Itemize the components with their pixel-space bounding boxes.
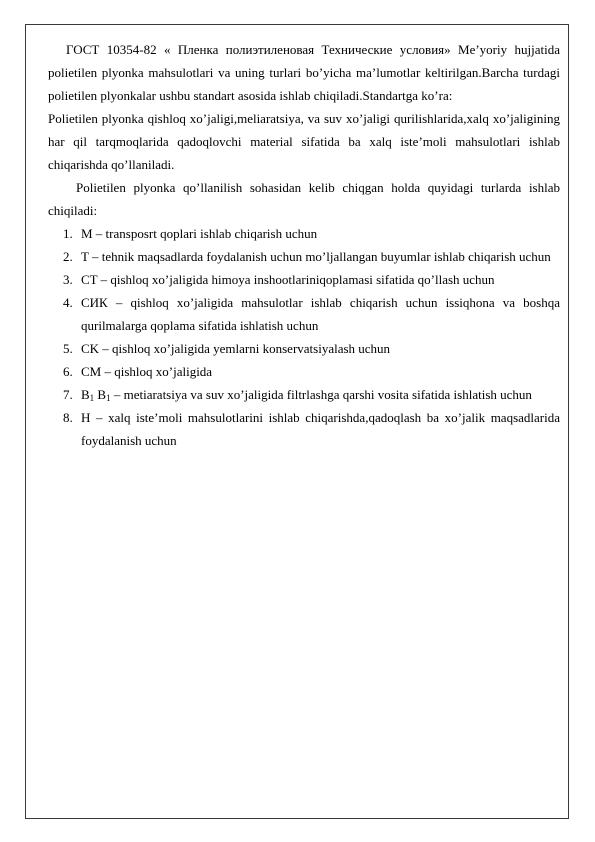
list-item-text: СИК – qishloq xo’jaligida mahsulotlar ishlab chiqarish uchun issiqhona va boshqa qurilmalarga qoplama sifatida ishlatish uchun [81, 295, 560, 333]
list-item-code-b: B [94, 387, 107, 402]
list-item-number: 6. [63, 364, 73, 379]
types-list [48, 222, 560, 452]
list-item-number: 2. [63, 249, 73, 264]
list-item-number: 4. [63, 295, 73, 310]
list-item-text: T – tehnik maqsadlarda foydalanish uchun mo’ljallangan buyumlar ishlab chiqarish uchun [81, 249, 551, 264]
list-item [48, 406, 560, 452]
list-item-subscript-b: 1 [106, 393, 111, 403]
list-item-number: 7. [63, 387, 73, 402]
list-item [48, 268, 560, 291]
intro-paragraph: ГОСТ 10354-82 « Пленка полиэтиленовая Технические условия» Me’yoriy hujjatida polietilen plyonka mahsulotlari va uning turlari bo’yicha ma’lumotlar keltirilgan.Barcha turdagi polietilen plyonkalar ushbu standart asosida ishlab chiqiladi.Standartga ko’ra: [48, 42, 560, 103]
list-item-subscript-a: 1 [89, 393, 95, 403]
usage-paragraph: Polietilen plyonka qishloq xo’jaligi,meliaratsiya, va suv xo’jaligi qurilishlarida,xalq xo’jaligining har qil tarqmoqlarida qadoqlovchi material sifatida ba xalq iste’moli mahsulotlari ishlab chiqarishda qo’llaniladi. [48, 111, 560, 172]
list-item [48, 245, 560, 268]
list-item-number: 3. [63, 272, 73, 287]
list-item [48, 222, 560, 245]
types-paragraph: Polietilen plyonka qo’llanilish sohasidan kelib chiqgan holda quyidagi turlarda ishlab chiqiladi: [48, 180, 560, 218]
list-item-number: 5. [63, 341, 73, 356]
list-item [48, 337, 560, 360]
list-item-text: CK – qishloq xo’jaligida yemlarni konservatsiyalash uchun [81, 341, 391, 356]
list-item [48, 291, 560, 337]
list-item-code-a: B [81, 387, 90, 402]
list-item-text: – metiaratsiya va suv xo’jaligida filtrlashga qarshi vosita sifatida ishlatish uchun [110, 387, 532, 402]
list-item-number: 1. [63, 226, 73, 241]
list-item-text: CT – qishloq xo’jaligida himoya inshootlariniqoplamasi sifatida qo’llash uchun [81, 272, 495, 287]
list-item-text: H – xalq iste’moli mahsulotlarini ishlab chiqarishda,qadoqlash ba xo’jalik maqsadlarida foydalanish uchun [81, 410, 560, 448]
list-item-number: 8. [63, 410, 73, 425]
list-item-text: CM – qishloq xo’jaligida [81, 364, 213, 379]
document-body [48, 38, 560, 452]
list-item-text: M – transposrt qoplari ishlab chiqarish uchun [81, 226, 318, 241]
list-item [48, 360, 560, 383]
list-item [48, 383, 560, 406]
